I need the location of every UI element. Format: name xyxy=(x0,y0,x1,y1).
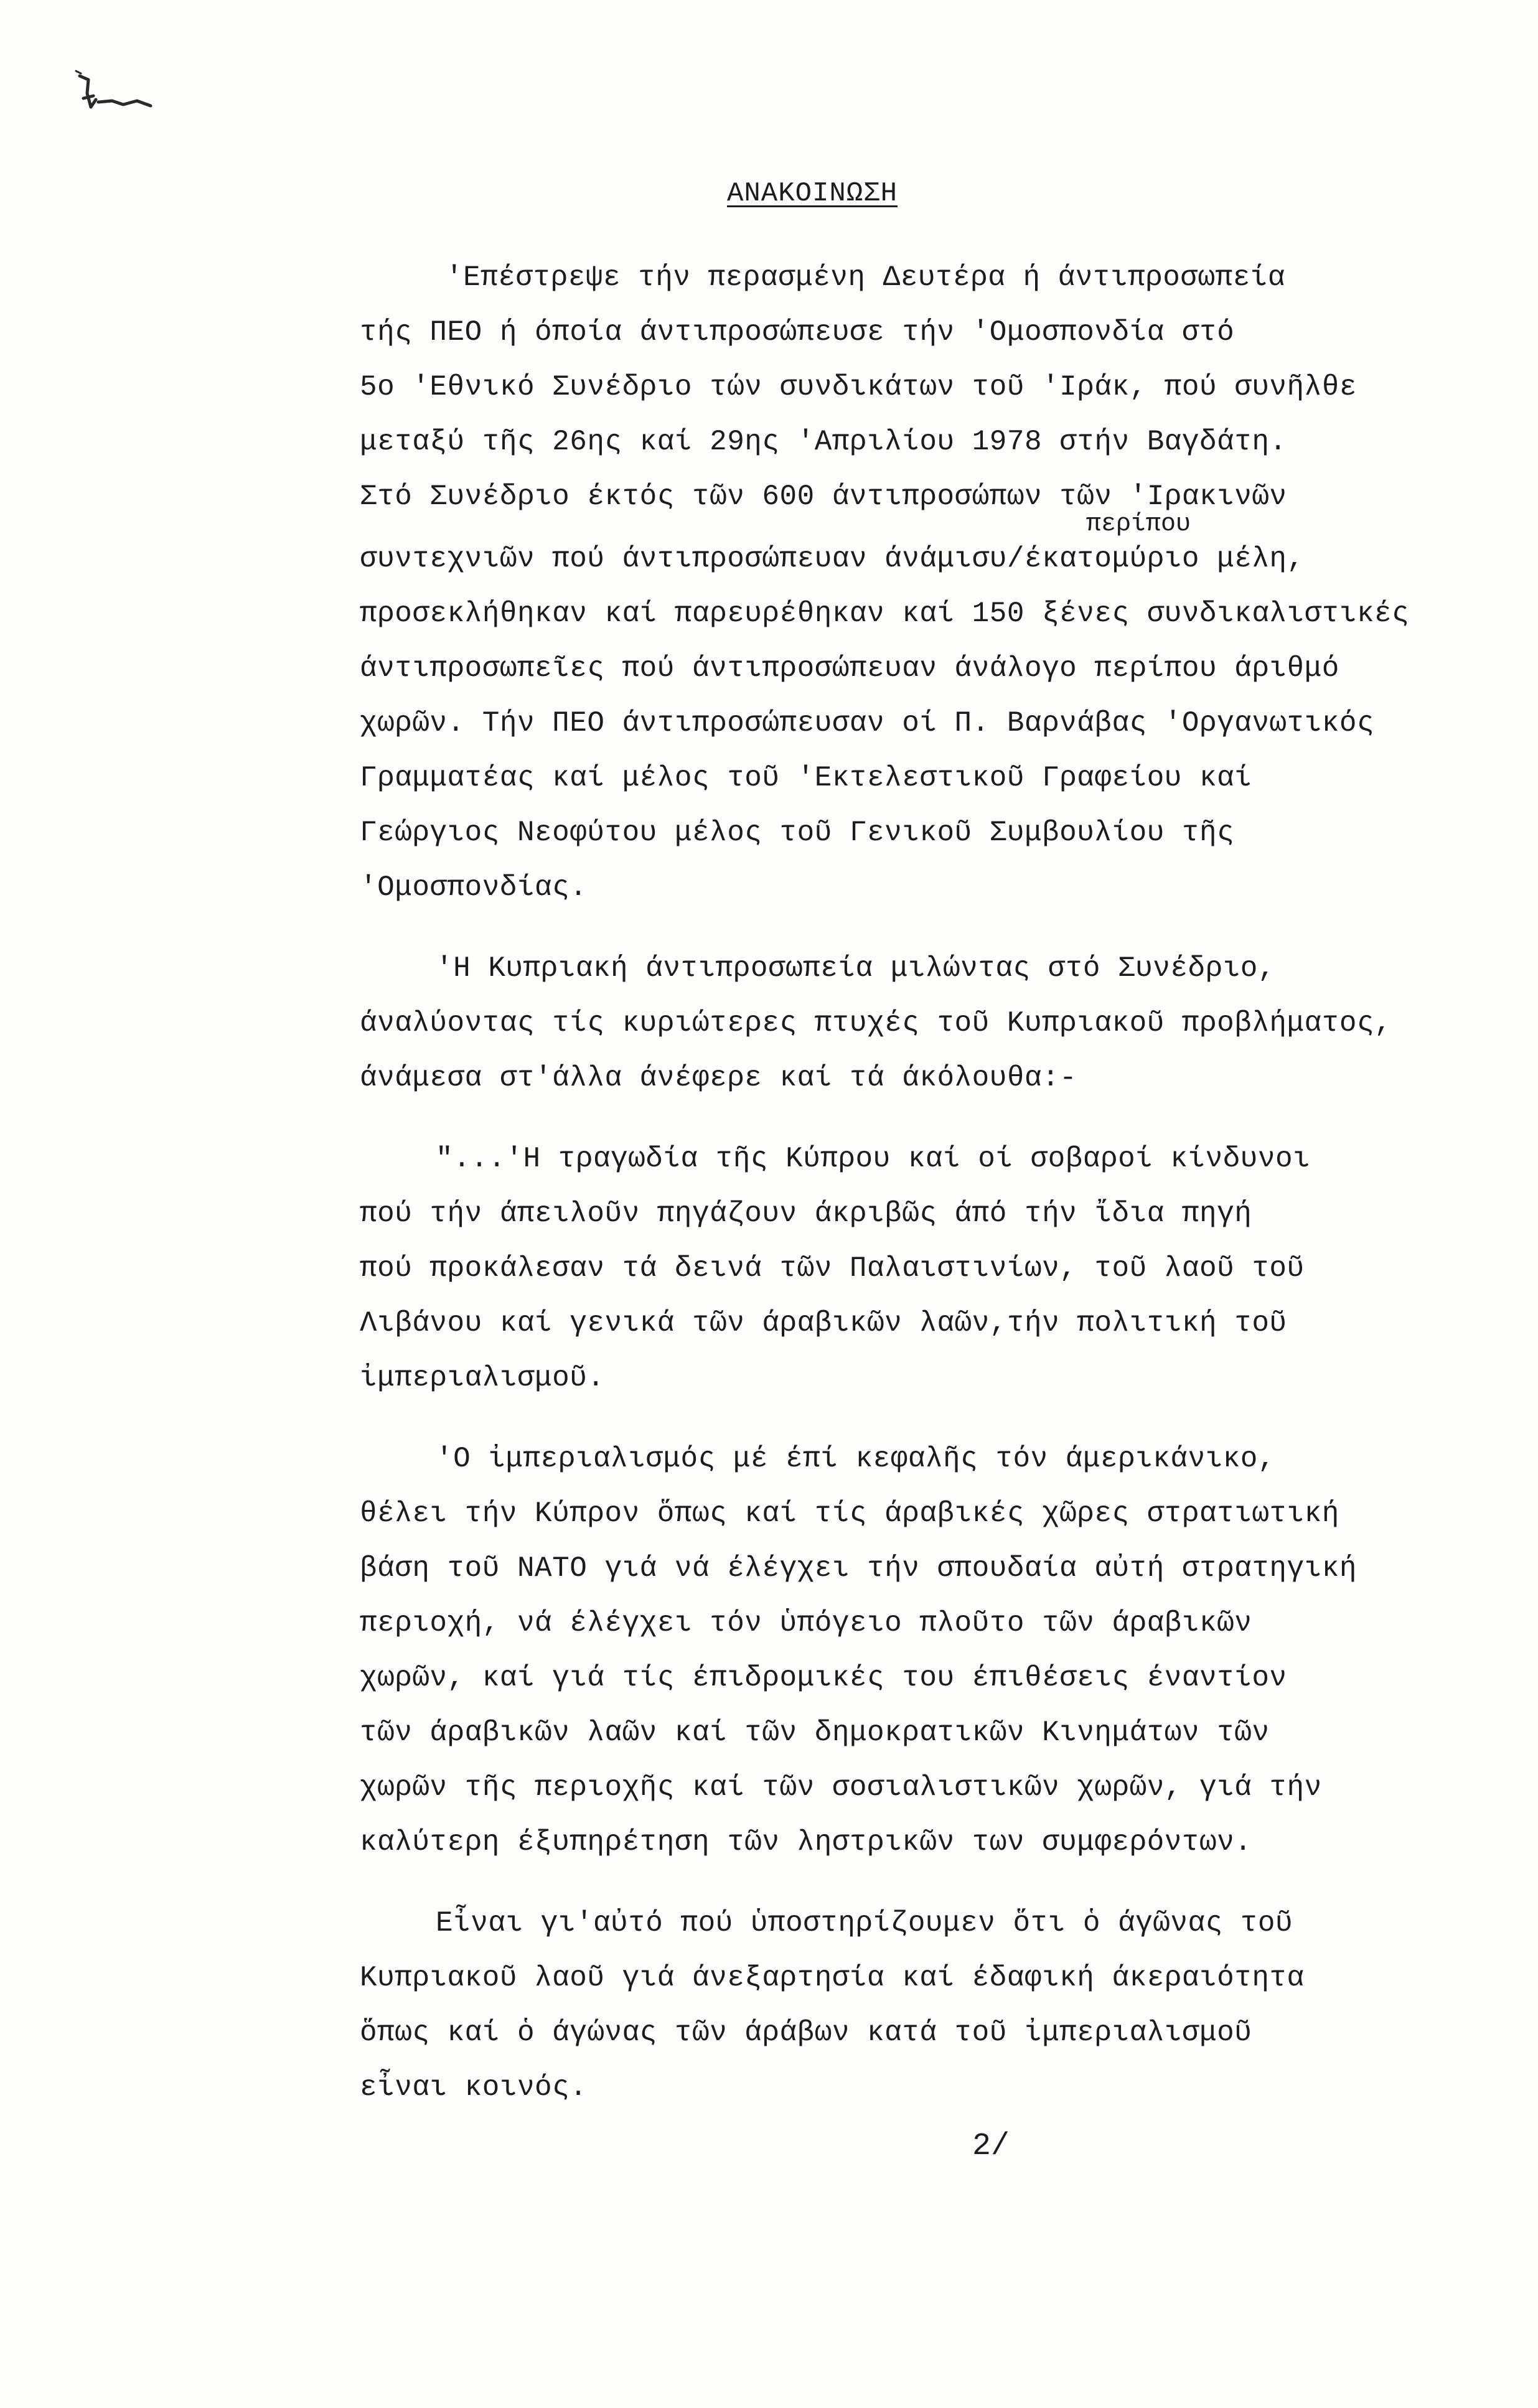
text-line: 5ο 'Εθνικό Συνέδριο τών συνδικάτων τοῦ 'Ιράκ, πού συνῆλθε xyxy=(360,371,1357,403)
text-line: άναλύοντας τίς κυριώτερες πτυχές τοῦ Κυπριακοῦ προβλήματος, xyxy=(360,1007,1392,1039)
text-line: τῶν άραβικῶν λαῶν καί τῶν δημοκρατικῶν Κινημάτων τῶν xyxy=(360,1717,1270,1749)
text-line: Εἶναι γι'αὐτό πού ὑποστηρίζουμεν ὅτι ὁ άγῶνας τοῦ xyxy=(436,1907,1293,1939)
page-number: 2/ xyxy=(972,2129,1010,2164)
text-line: Λιβάνου καί γενικά τῶν άραβικῶν λαῶν,τήν πολιτική τοῦ xyxy=(360,1307,1287,1339)
text-line: τής ΠΕΟ ή όποία άντιπροσώπευσε τήν 'Ομοσπονδία στό xyxy=(360,316,1235,349)
text-line: καλύτερη έξυπηρέτηση τῶν ληστρικῶν των συμφερόντων. xyxy=(360,1826,1252,1858)
text-line: 'Επέστρεψε τήν περασμένη Δευτέρα ή άντιπροσωπεία xyxy=(446,261,1286,294)
text-line: προσεκλήθηκαν καί παρευρέθηκαν καί 150 ξένες συνδικαλιστικές xyxy=(360,597,1410,630)
text-line: Στό Συνέδριο έκτός τῶν 600 άντιπροσώπων τῶν 'Ιρακινῶν xyxy=(360,480,1287,513)
text-line: περιοχή, νά έλέγχει τόν ὑπόγειο πλοῦτο τῶν άραβικῶν xyxy=(360,1607,1252,1639)
text-line: εἶναι κοινός. xyxy=(360,2071,588,2104)
text-line: βάση τοῦ ΝΑΤΟ γιά νά έλέγχει τήν σπουδαία αὐτή στρατηγική xyxy=(360,1552,1357,1585)
text-line: θέλει τήν Κύπρον ὅπως καί τίς άραβικές χῶρες στρατιωτική xyxy=(360,1497,1339,1530)
text-line: ὅπως καί ὁ άγώνας τῶν άράβων κατά τοῦ ἰμπεριαλισμοῦ xyxy=(360,2017,1252,2049)
text-line: χωρῶν τῆς περιοχῆς καί τῶν σοσιαλιστικῶν χωρῶν, γιά τήν xyxy=(360,1771,1322,1804)
text-line: πού προκάλεσαν τά δεινά τῶν Παλαιστινίων, τοῦ λαοῦ τοῦ xyxy=(360,1252,1305,1285)
text-line: χωρῶν. Τήν ΠΕΟ άντιπροσώπευσαν οί Π. Βαρνάβας 'Οργανωτικός xyxy=(360,707,1375,739)
handwritten-mark xyxy=(75,68,156,118)
text-line: Κυπριακοῦ λαοῦ γιά άνεξαρτησία καί έδαφική άκεραιότητα xyxy=(360,1962,1305,1994)
text-line: μεταξύ τῆς 26ης καί 29ης 'Απριλίου 1978 στήν Βαγδάτη. xyxy=(360,426,1287,458)
text-line: πού τήν άπειλοῦν πηγάζουν άκριβῶς άπό τήν ἴδια πηγή xyxy=(360,1197,1252,1230)
text-line: ἰμπεριαλισμοῦ. xyxy=(360,1362,605,1394)
text-line: άνάμεσα στ'άλλα άνέφερε καί τά άκόλουθα:- xyxy=(360,1062,1077,1094)
document-title: ΑΝΑΚΟΙΝΩΣΗ xyxy=(727,178,898,209)
text-line: Γεώργιος Νεοφύτου μέλος τοῦ Γενικοῦ Συμβουλίου τῆς xyxy=(360,817,1235,849)
text-line: 'Ομοσπονδίας. xyxy=(360,871,588,904)
text-line: "...'Η τραγωδία τῆς Κύπρου καί οί σοβαροί κίνδυνοι xyxy=(436,1143,1311,1175)
text-line: Γραμματέας καί μέλος τοῦ 'Εκτελεστικοῦ Γραφείου καί xyxy=(360,762,1252,794)
text-line: συντεχνιῶν πού άντιπροσώπευαν άνάμισυ/έκατομύριο μέλη, xyxy=(360,543,1305,575)
text-line: χωρῶν, καί γιά τίς έπιδρομικές του έπιθέσεις έναντίον xyxy=(360,1662,1287,1694)
text-line: 'Η Κυπριακή άντιπροσωπεία μιλώντας στό Συνέδριο, xyxy=(436,952,1276,985)
interlinear-note: περίπου xyxy=(1086,510,1191,538)
text-line: 'Ο ἰμπεριαλισμός μέ έπί κεφαλῆς τόν άμερικάνικο, xyxy=(436,1443,1276,1475)
text-line: άντιπροσωπεῖες πού άντιπροσώπευαν άνάλογο περίπου άριθμό xyxy=(360,652,1339,685)
